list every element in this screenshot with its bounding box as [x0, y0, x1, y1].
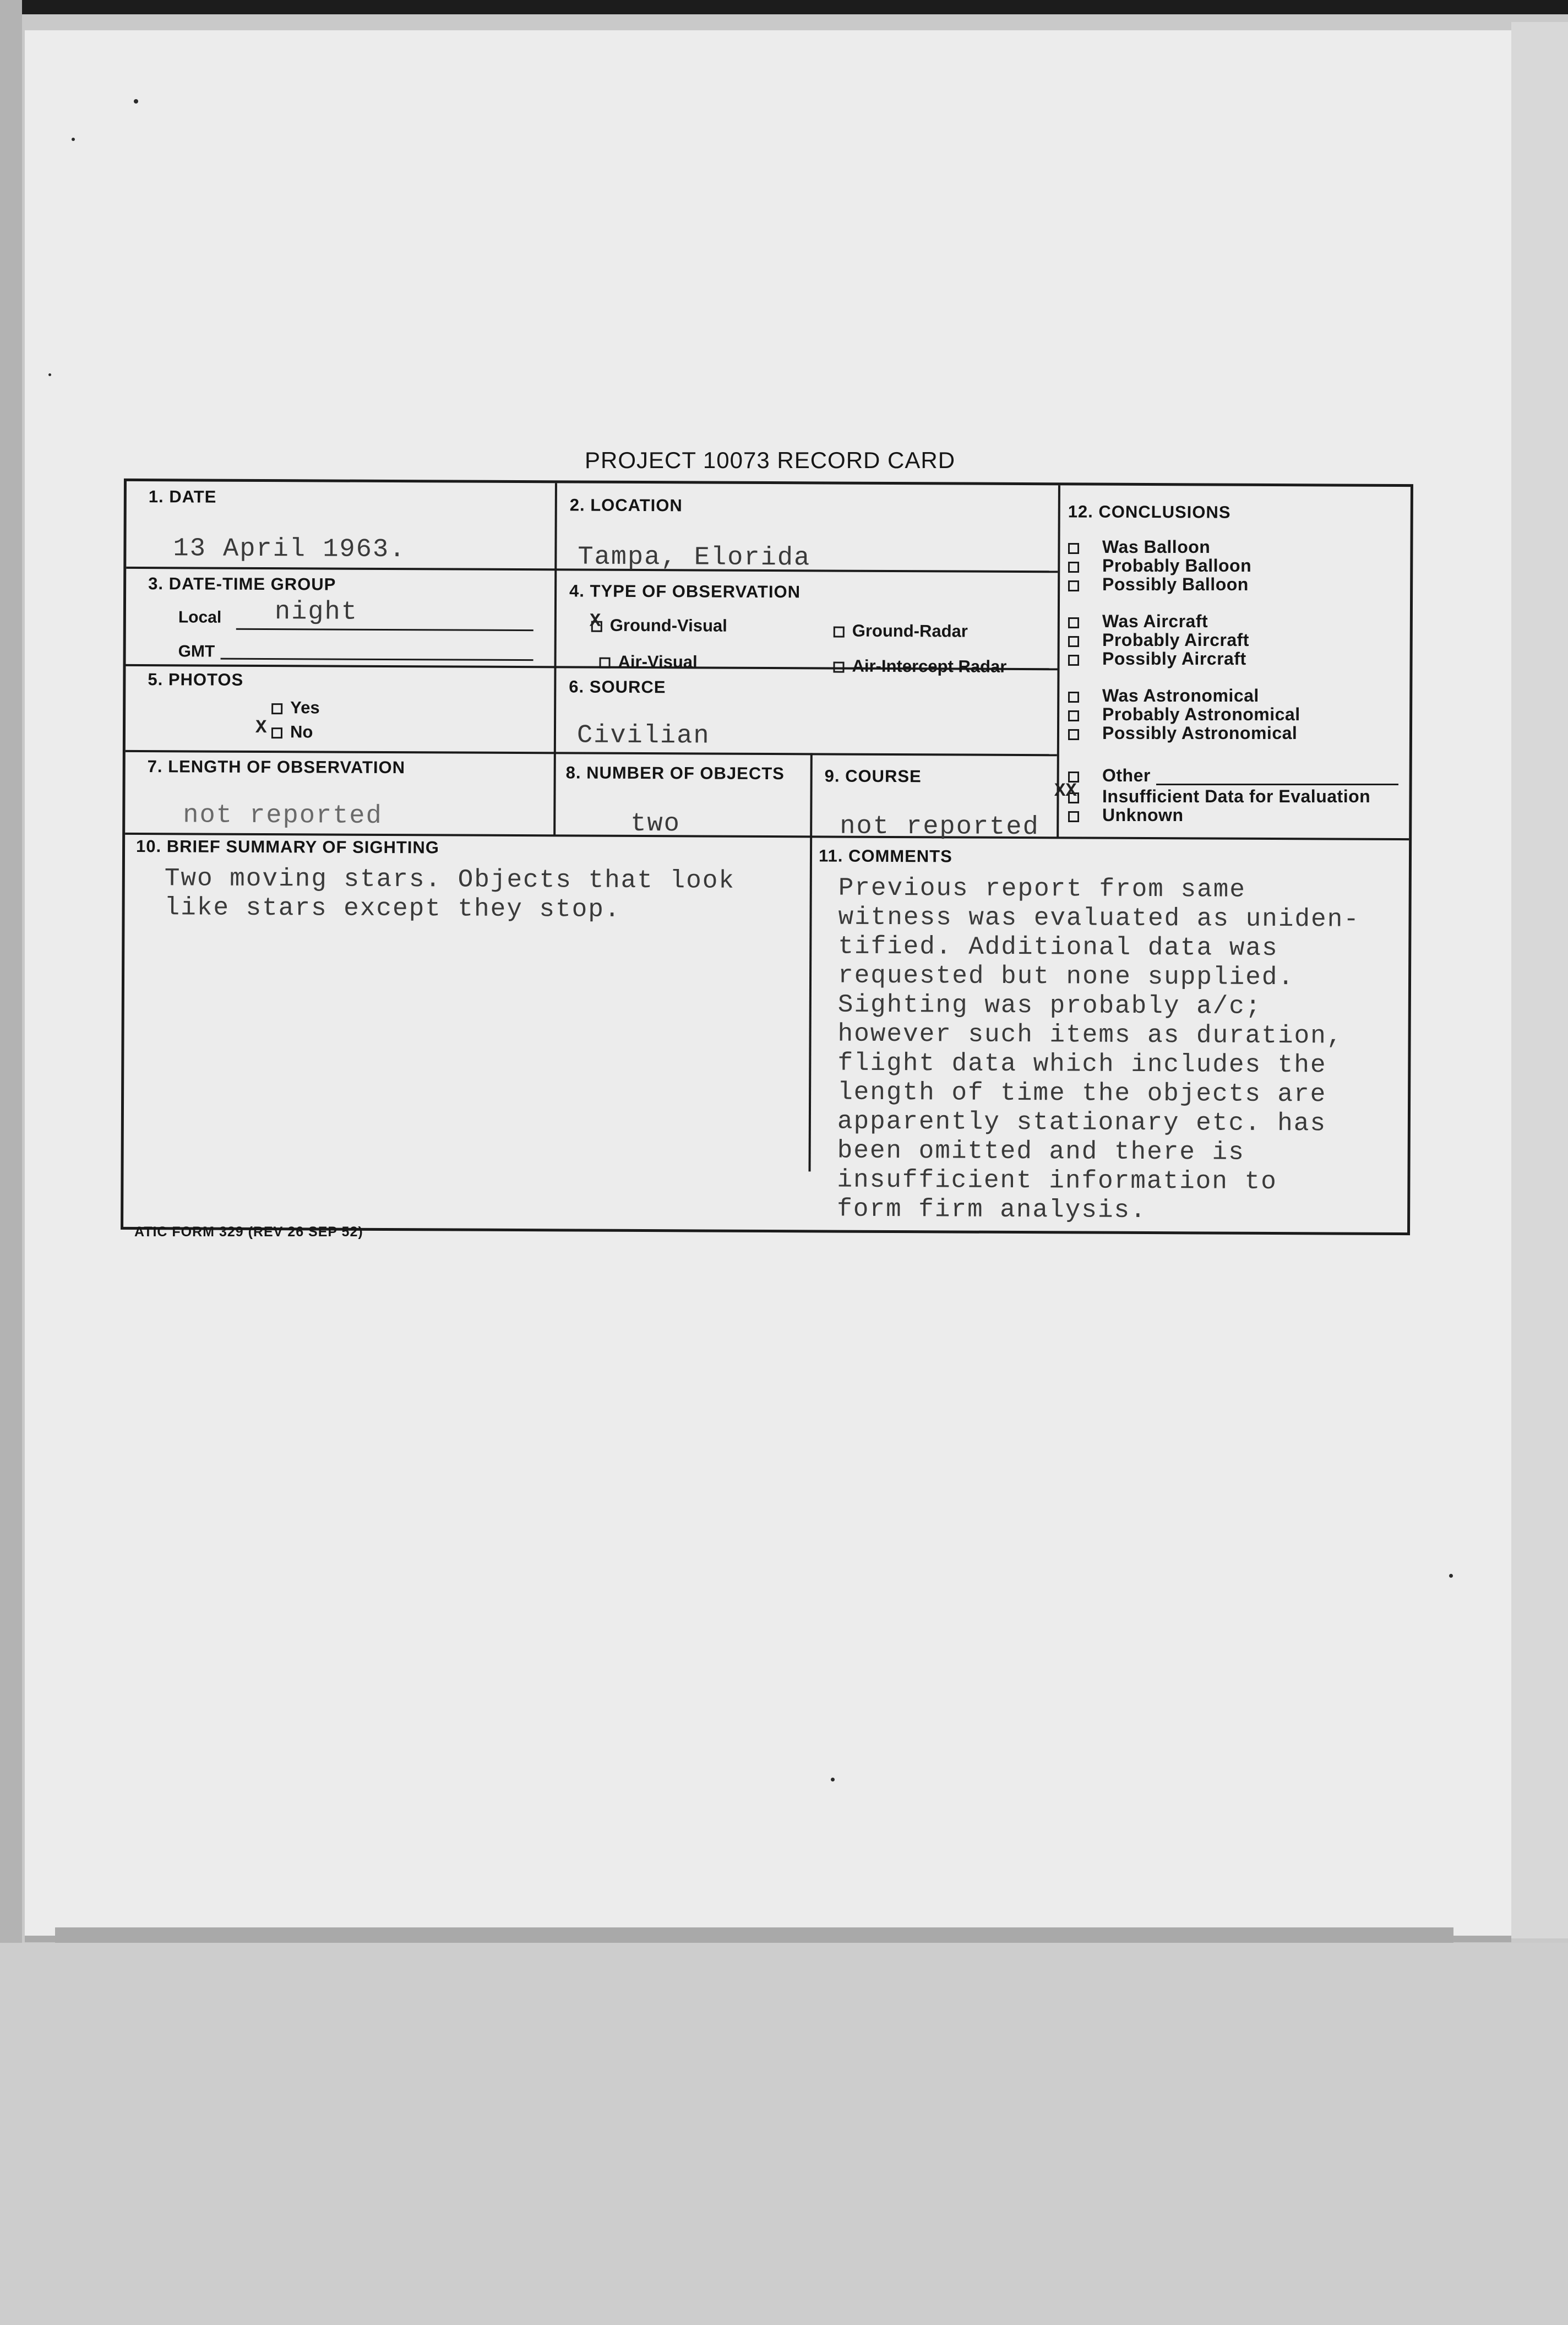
- number-of-objects-value: two: [630, 809, 680, 839]
- divider: [126, 750, 1057, 756]
- number-of-objects-label: 8. NUMBER OF OBJECTS: [565, 763, 785, 784]
- conclusion-other: [1068, 765, 1151, 786]
- conclusion-label: Probably Astronomical: [1102, 704, 1300, 724]
- checkbox: [1068, 811, 1079, 822]
- photos-yes-label: Yes: [290, 698, 320, 718]
- conclusion-probably-aircraft: [1068, 630, 1249, 650]
- card-title: PROJECT 10073 RECORD CARD: [585, 447, 956, 473]
- length-of-observation-label: 7. LENGTH OF OBSERVATION: [147, 757, 406, 778]
- local-field-line: [236, 628, 533, 631]
- option-air-visual: [599, 652, 697, 672]
- conclusion-label: Possibly Aircraft: [1102, 649, 1246, 669]
- comments-text: Previous report from same witness was evaluated as uniden- tified. Additional data was requested but none supplied. Sighting was probably a/c; however such items as duration, flight data which includes the length of time the objects are apparently stationary etc. has been omitted and there is insufficient information to form firm analysis.: [837, 873, 1360, 1225]
- conclusions-label: 12. CONCLUSIONS: [1068, 502, 1231, 522]
- conclusion-was-aircraft: [1068, 611, 1208, 632]
- scan-right-edge: [1511, 22, 1568, 1938]
- photos-mark: X: [255, 717, 267, 739]
- summary-text: Two moving stars. Objects that look like stars except they stop.: [164, 864, 736, 924]
- conclusion-unknown: [1068, 805, 1183, 825]
- dust-speck: [72, 138, 75, 141]
- length-of-observation-value: not reported: [183, 801, 383, 831]
- conclusion-label: Was Astronomical: [1102, 686, 1259, 705]
- conclusion-label: Possibly Balloon: [1102, 574, 1249, 594]
- checkbox: [1068, 617, 1079, 628]
- photos-yes: [271, 698, 320, 718]
- checkbox: [599, 657, 610, 668]
- checkbox: [1068, 580, 1079, 591]
- conclusion-label: Unknown: [1102, 805, 1184, 825]
- checkbox: [1068, 692, 1079, 703]
- scan-background: [0, 1943, 1568, 2325]
- form-number: ATIC FORM 329 (REV 26 SEP 52): [134, 1224, 363, 1240]
- summary-label: 10. BRIEF SUMMARY OF SIGHTING: [135, 836, 440, 857]
- conclusion-label: Probably Balloon: [1102, 556, 1252, 575]
- course-label: 9. COURSE: [824, 766, 922, 786]
- location-label: 2. LOCATION: [569, 495, 683, 515]
- checkbox-checked: [271, 727, 282, 738]
- source-value: Civilian: [576, 721, 710, 751]
- photos-no-label: No: [290, 722, 313, 742]
- conclusion-label: Probably Aircraft: [1102, 630, 1249, 650]
- option-ground-radar: [834, 621, 968, 642]
- checkbox: [1068, 655, 1079, 666]
- checkbox: [1068, 543, 1079, 554]
- checkbox: [1068, 562, 1079, 573]
- conclusion-probably-balloon: [1068, 556, 1251, 576]
- conclusion-insufficient-data: [1068, 786, 1370, 807]
- checkbox: [271, 703, 282, 714]
- conclusion-was-balloon: [1068, 537, 1210, 557]
- location-value: Tampa, Elorida: [578, 542, 811, 573]
- page-shadow: [55, 1927, 1453, 1943]
- option-air-intercept-radar-label: Air-Intercept Radar: [852, 656, 1007, 676]
- gmt-field-line: [221, 658, 533, 661]
- conclusion-label: Insufficient Data for Evaluation: [1102, 786, 1371, 806]
- local-value: night: [274, 597, 358, 627]
- photos-label: 5. PHOTOS: [148, 670, 244, 689]
- conclusion-label: Was Balloon: [1102, 537, 1211, 557]
- divider: [553, 483, 557, 835]
- date-time-group-label: 3. DATE-TIME GROUP: [148, 574, 336, 594]
- source-label: 6. SOURCE: [569, 677, 666, 697]
- conclusion-was-astronomical: [1068, 686, 1259, 706]
- checkbox: [1068, 729, 1079, 740]
- dust-speck: [48, 373, 51, 376]
- conclusion-label: Was Aircraft: [1102, 611, 1208, 631]
- dust-speck: [134, 99, 138, 104]
- local-label: Local: [178, 608, 222, 627]
- type-mark: X: [589, 611, 601, 632]
- checkbox: [1068, 710, 1079, 721]
- film-border-top: [0, 0, 1568, 14]
- option-air-visual-label: Air-Visual: [618, 651, 698, 672]
- option-ground-visual: [591, 616, 727, 636]
- conclusion-probably-astronomical: [1068, 704, 1300, 725]
- conclusion-label: Possibly Astronomical: [1102, 723, 1298, 743]
- conclusion-possibly-astronomical: [1068, 723, 1297, 743]
- comments-label: 11. COMMENTS: [818, 846, 952, 866]
- type-of-observation-label: 4. TYPE OF OBSERVATION: [569, 581, 801, 602]
- checkbox: [1068, 636, 1079, 647]
- film-border-left: [0, 0, 22, 1960]
- option-ground-visual-label: Ground-Visual: [609, 615, 727, 635]
- option-air-intercept-radar: [833, 656, 1006, 677]
- conclusion-possibly-balloon: [1068, 574, 1249, 595]
- course-value: not reported: [840, 812, 1039, 843]
- conclusion-label: Other: [1102, 765, 1151, 785]
- checkbox: [834, 626, 845, 637]
- date-value: 13 April 1963.: [173, 534, 406, 565]
- conclusion-possibly-aircraft: [1068, 649, 1246, 669]
- dust-speck: [831, 1778, 835, 1781]
- dust-speck: [1449, 1574, 1453, 1578]
- option-ground-radar-label: Ground-Radar: [852, 621, 968, 641]
- gmt-label: GMT: [178, 642, 215, 661]
- divider: [809, 753, 813, 1171]
- conclusion-mark: XX: [1054, 781, 1077, 802]
- photos-no: [271, 722, 313, 742]
- date-label: 1. DATE: [148, 487, 217, 507]
- checkbox: [833, 661, 844, 672]
- other-field-line: [1156, 784, 1398, 785]
